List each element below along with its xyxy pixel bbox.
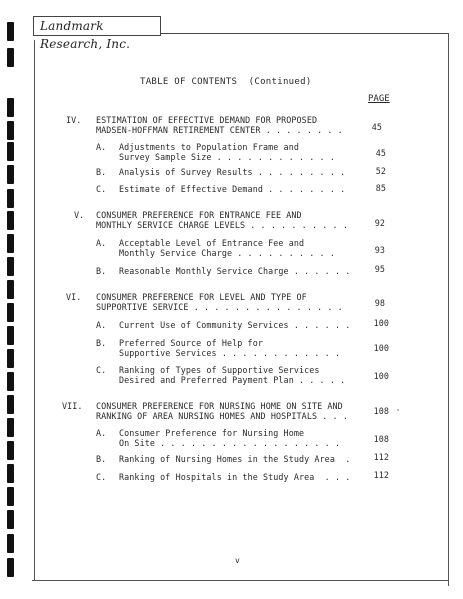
subsection-title-line: Ranking of Hospitals in the Study Area . . . <box>119 472 351 482</box>
page-title: TABLE OF CONTENTS (Continued) <box>140 77 312 87</box>
binder-hole <box>7 280 14 299</box>
subsection-page-number: 100 <box>373 343 389 353</box>
section-title-line: MONTHLY SERVICE CHARGE LEVELS . . . . . . . . . . <box>96 220 348 230</box>
section-title-line: MADSEN-HOFFMAN RETIREMENT CENTER . . . . . . . . <box>96 125 343 135</box>
section-title-line: CONSUMER PREFERENCE FOR LEVEL AND TYPE OF <box>96 292 307 302</box>
binder-hole <box>7 372 14 391</box>
subsection-title-line: Acceptable Level of Entrance Fee and <box>119 238 305 248</box>
binder-hole <box>7 22 14 41</box>
subsection-letter: B. <box>96 338 107 348</box>
binder-hole <box>7 487 14 506</box>
subsection-title-line: Monthly Service Charge . . . . . . . . . . <box>119 248 335 258</box>
subsection-title-line: Reasonable Monthly Service Charge . . . . . . <box>119 266 351 276</box>
binder-hole <box>7 98 14 117</box>
binder-hole <box>7 464 14 483</box>
subsection-letter: A. <box>96 428 107 438</box>
frame-bottom-rule <box>32 580 448 581</box>
subsection-page-number: 100 <box>373 318 389 328</box>
section-page-number: 45 <box>371 122 382 132</box>
subsection-title-line: On Site . . . . . . . . . . . . . . . . . . <box>119 438 341 448</box>
binder-hole <box>7 510 14 529</box>
section-page-number: 92 <box>374 218 385 228</box>
binder-hole <box>7 534 14 553</box>
binder-hole <box>7 326 14 345</box>
frame-left-rule <box>34 40 35 580</box>
subsection-page-number: 93 <box>374 245 385 255</box>
section-numeral: VI. <box>66 292 82 302</box>
binder-hole <box>7 165 14 184</box>
binder-hole <box>7 211 14 230</box>
frame-right-rule <box>448 33 449 586</box>
section-title-line: RANKING OF AREA NURSING HOMES AND HOSPITALS . . . <box>96 411 348 421</box>
binder-hole <box>7 418 14 437</box>
subsection-title-line: Ranking of Types of Supportive Services <box>119 365 320 375</box>
section-page-number: 98 <box>374 298 385 308</box>
binder-hole <box>7 234 14 253</box>
subsection-letter: A. <box>96 320 107 330</box>
binder-hole <box>7 303 14 322</box>
subsection-title-line: Adjustments to Population Frame and <box>119 142 299 152</box>
subsection-page-number: 52 <box>375 166 386 176</box>
subsection-title-line: Survey Sample Size . . . . . . . . . . . . <box>119 152 335 162</box>
subsection-letter: A. <box>96 142 107 152</box>
subsection-letter: C. <box>96 472 107 482</box>
subsection-page-number: 108 <box>373 434 389 444</box>
section-title-line: CONSUMER PREFERENCE FOR NURSING HOME ON SITE AND <box>96 401 343 411</box>
section-title-line: SUPPORTIVE SERVICE . . . . . . . . . . . . . . . <box>96 302 343 312</box>
section-title-line: CONSUMER PREFERENCE FOR ENTRANCE FEE AND <box>96 210 302 220</box>
section-numeral: IV. <box>66 115 82 125</box>
binder-hole <box>7 48 14 67</box>
subsection-page-number: 112 <box>373 470 389 480</box>
section-numeral: V. <box>74 210 85 220</box>
company-logo: Landmark Research, Inc. <box>33 16 161 36</box>
subsection-title-line: Consumer Preference for Nursing Home <box>119 428 305 438</box>
binder-hole <box>7 395 14 414</box>
subsection-page-number: 85 <box>375 183 386 193</box>
subsection-letter: A. <box>96 238 107 248</box>
subsection-letter: C. <box>96 184 107 194</box>
subsection-letter: C. <box>96 365 107 375</box>
subsection-page-number: 112 <box>373 452 389 462</box>
subsection-page-number: 45 <box>375 148 386 158</box>
subsection-page-number: 100 <box>373 371 389 381</box>
binder-hole <box>7 558 14 577</box>
subsection-title-line: Estimate of Effective Demand . . . . . . . . <box>119 184 346 194</box>
subsection-letter: B. <box>96 454 107 464</box>
binder-hole <box>7 441 14 460</box>
subsection-title-line: Analysis of Survey Results . . . . . . . . . <box>119 167 346 177</box>
subsection-title-line: Preferred Source of Help for <box>119 338 263 348</box>
binder-hole <box>7 349 14 368</box>
section-numeral: VII. <box>62 401 83 411</box>
subsection-letter: B. <box>96 167 107 177</box>
subsection-title-line: Supportive Services . . . . . . . . . . . . <box>119 348 341 358</box>
binder-hole <box>7 189 14 208</box>
subsection-letter: B. <box>96 266 107 276</box>
subsection-page-number: 95 <box>374 264 385 274</box>
binder-hole <box>7 257 14 276</box>
subsection-title-line: Ranking of Nursing Homes in the Study Area . <box>119 454 351 464</box>
subsection-title-line: Desired and Preferred Payment Plan . . . . . <box>119 375 346 385</box>
stray-mark <box>397 409 399 411</box>
section-title-line: ESTIMATION OF EFFECTIVE DEMAND FOR PROPOSED <box>96 115 318 125</box>
page-column-heading: PAGE <box>368 94 390 104</box>
binder-hole <box>7 121 14 140</box>
binder-hole <box>7 142 14 161</box>
subsection-title-line: Current Use of Community Services . . . . . . <box>119 320 351 330</box>
page-folio: v <box>235 556 240 565</box>
section-page-number: 108 <box>373 406 389 416</box>
